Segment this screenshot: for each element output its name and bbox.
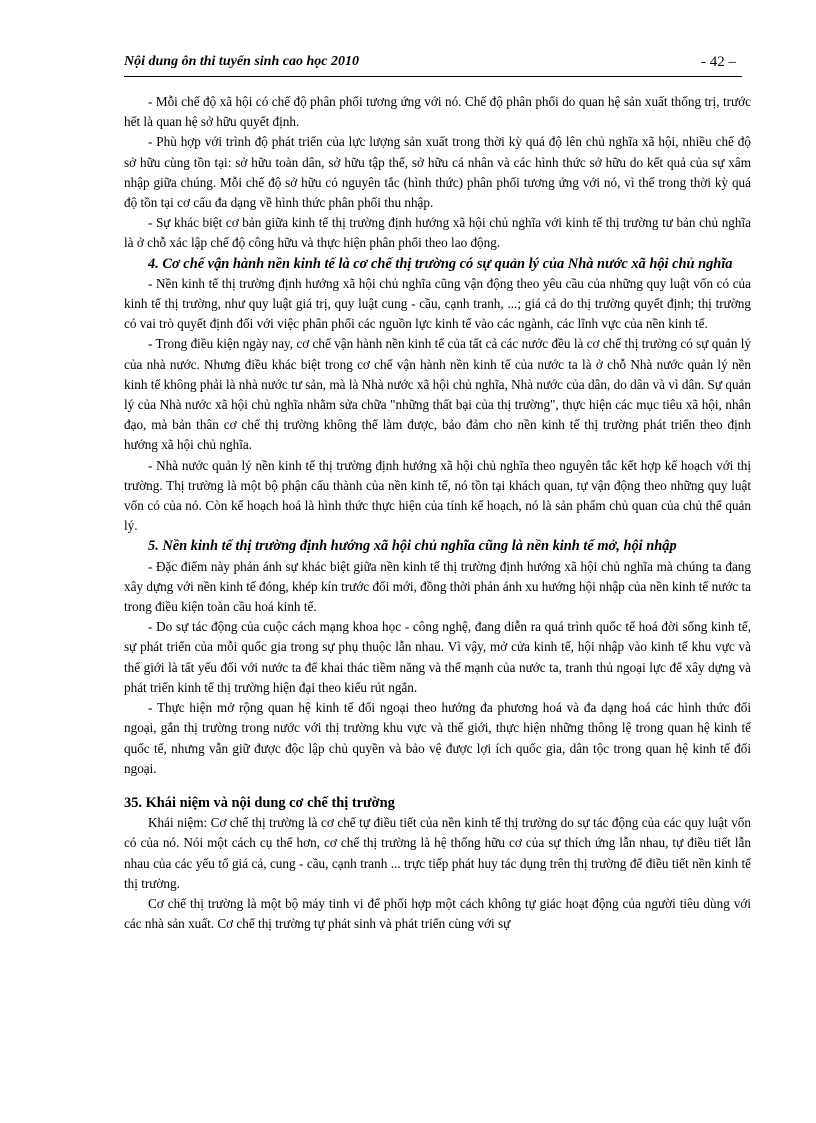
paragraph: - Phù hợp với trình độ phát triển của lực lượng sản xuất trong thời kỳ quá độ lên chủ nghĩa xã hội, nhiều chế độ sở hữu cùng tồn tại: sở hữu toàn dân, sở hữu tập thể, sở hữu cá nhân và các hình thức sở hữu do kết quả của sự xâm nhập giữa chúng. Mỗi chế độ sở hữu có nguyên tắc (hình thức) phân phối tương ứng với nó, vì thế trong thời kỳ quá độ tồn tại cơ cấu đa dạng về hình thức phân phối thu nhập. [124,134,751,211]
paragraph: - Thực hiện mở rộng quan hệ kinh tế đối ngoại theo hướng đa phương hoá và đa dạng hoá các hình thức đối ngoại, gắn thị trường trong nước với thị trường khu vực và thế giới, thực hiện những thông lệ trong quan hệ kinh tế quốc tế, nhưng vẫn giữ được độc lập chủ quyền và bảo vệ được lợi ích quốc gia, dân tộc trong quan hệ kinh tế đối ngoại. [124,700,751,776]
paragraph: - Trong điều kiện ngày nay, cơ chế vận hành nền kinh tế của tất cả các nước đều là cơ chế thị trường có sự quản lý của nhà nước. Nhưng điều khác biệt trong cơ chế vận hành nền kinh tế của nước ta là ở chỗ Nhà nước quản lý nền kinh tế không phải là nhà nước tư sản, mà là Nhà nước xã hội chủ nghĩa, Nhà nước của dân, do dân và vì dân. Sự quản lý của Nhà nước xã hội chủ nghĩa nhằm sửa chữa "những thất bại của thị trường", thực hiện các mục tiêu xã hội, nhân đạo, mà bản thân cơ chế thị trường không thể làm được, bảo đảm cho nền kinh tế thị trường phát triển theo định hướng xã hội chủ nghĩa. [124,336,751,453]
page-header [124,52,742,77]
paragraph: - Mỗi chế độ xã hội có chế độ phân phối tương ứng với nó. Chế độ phân phối do quan hệ sản xuất thống trị, trước hết là quan hệ sở hữu quyết định. [124,94,751,130]
section-heading-5: 5. Nền kinh tế thị trường định hướng xã hội chủ nghĩa cũng là nền kinh tế mở, hội nhập [148,538,677,555]
paragraph: - Sự khác biệt cơ bản giữa kinh tế thị trường định hướng xã hội chủ nghĩa với kinh tế thị trường tư bản chủ nghĩa là ở chỗ xác lập chế độ công hữu và thực hiện phân phối theo lao động. [124,215,751,251]
paragraph: - Nền kinh tế thị trường định hướng xã hội chủ nghĩa cũng vận động theo yêu cầu của những quy luật vốn có của kinh tế thị trường, như quy luật giá trị, quy luật cung - cầu, cạnh tranh, ...; giá cả do thị trường quyết định; thị trường có vai trò quyết định đối với việc phân phối các nguồn lực kinh tế vào các ngành, các lĩnh vực của nền kinh tế. [124,275,751,332]
paragraph: Khái niệm: Cơ chế thị trường là cơ chế tự điều tiết của nền kinh tế thị trường do sự tác động của các quy luật vốn có của nó. Nói một cách cụ thể hơn, cơ chế thị trường là hệ thống hữu cơ của sự thích ứng lẫn nhau, tự điều tiết lẫn nhau của các yếu tố giá cả, cung - cầu, cạnh tranh ... trực tiếp phát huy tác dụng trên thị trường để điều tiết nền kinh tế thị trường. [124,815,751,891]
page-number: - 42 – [701,54,736,70]
paragraph: - Đặc điểm này phản ánh sự khác biệt giữa nền kinh tế thị trường định hướng xã hội chủ nghĩa mà chúng ta đang xây dựng với nền kinh tế đóng, khép kín trước đổi mới, đồng thời phản ánh xu hướng hội nhập của nền kinh tế nước ta trong điều kiện toàn cầu hoá kinh tế. [124,558,751,615]
body-text [124,92,751,934]
section-heading-4: 4. Cơ chế vận hành nền kinh tế là cơ chế thị trường có sự quản lý của Nhà nước xã hội chủ nghĩa [148,255,733,272]
header-title: Nội dung ôn thi tuyển sinh cao học 2010 [124,54,359,69]
paragraph: - Do sự tác động của cuộc cách mạng khoa học - công nghệ, đang diễn ra quá trình quốc tế hoá đời sống kinh tế, sự phát triển của mỗi quốc gia trong sự phụ thuộc lẫn nhau. Vì vậy, mở cửa kinh tế, hội nhập vào kinh tế khu vực và thế giới là tất yếu đối với nước ta để khai thác tiềm năng và thế mạnh của nước ta, tranh thủ ngoại lực để xây dựng và phát triển kinh tế thị trường hiện đại theo kiểu rút ngắn. [124,619,751,695]
paragraph: Cơ chế thị trường là một bộ máy tinh vi để phối hợp một cách không tự giác hoạt động của người tiêu dùng với các nhà sản xuất. Cơ chế thị trường tự phát sinh và phát triển cùng với sự [124,895,751,932]
question-heading-35: 35. Khái niệm và nội dung cơ chế thị trường [124,794,395,811]
paragraph: - Nhà nước quản lý nền kinh tế thị trường định hướng xã hội chủ nghĩa theo nguyên tắc kết hợp kế hoạch với thị trường. Thị trường là một bộ phận cấu thành của nền kinh tế, nó tồn tại khách quan, tự vận động theo những quy luật vốn có của nó. Còn kế hoạch hoá là hình thức thực hiện của tính kế hoạch, nó là sản phẩm chủ quan của chủ thể quản lý. [124,457,751,534]
